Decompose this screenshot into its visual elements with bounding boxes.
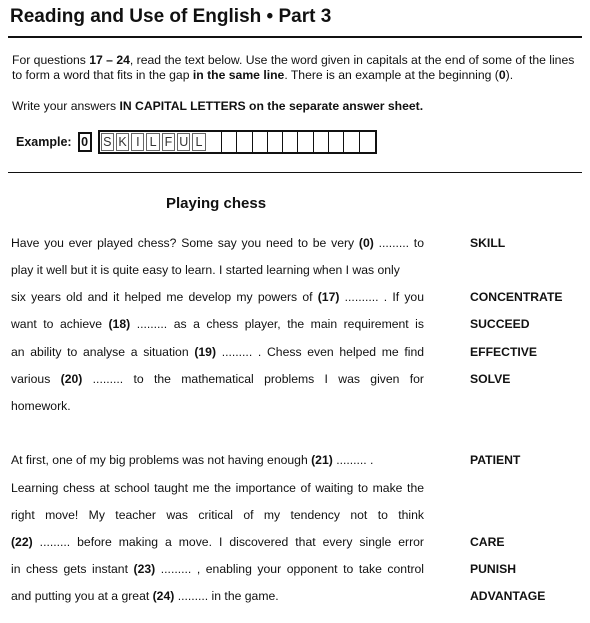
answer-cell <box>268 132 283 152</box>
gap-number: (24) <box>152 589 175 603</box>
text-line <box>11 562 424 576</box>
text-segment: six years old and it helped me develop my powers of <box>11 290 318 304</box>
gap-number: (20) <box>60 372 83 386</box>
text-segment: .......... . If you <box>339 290 424 304</box>
text-segment: ......... . <box>332 453 374 467</box>
text-segment: various <box>11 372 61 386</box>
stem-word: SKILL <box>470 236 506 250</box>
answer-cell <box>283 132 298 152</box>
text-line <box>11 508 424 522</box>
text-line <box>11 481 424 495</box>
answer-cell: L <box>192 133 205 151</box>
text-segment: ......... to <box>373 236 424 250</box>
text-segment: ......... , enabling your opponent to take control <box>155 562 425 576</box>
section-divider <box>8 172 582 173</box>
stem-word: SOLVE <box>470 372 511 386</box>
text-line <box>11 345 424 359</box>
text-segment: play it well but it is quite easy to learn. I started learning when I was only <box>11 263 400 277</box>
text-line <box>11 589 424 603</box>
answer-cell: K <box>116 133 129 151</box>
stem-word: CARE <box>470 535 505 549</box>
text-segment: in chess gets instant <box>11 562 134 576</box>
answer-cell <box>222 132 237 152</box>
text-segment: ......... in the game. <box>174 589 279 603</box>
answer-cell <box>329 132 344 152</box>
example-number-box: 0 <box>78 132 92 152</box>
write-bold: IN CAPITAL LETTERS on the separate answer sheet. <box>119 99 424 113</box>
gap-number: (19) <box>194 345 217 359</box>
text-segment: ......... before making a move. I discovered that every single error <box>32 535 424 549</box>
gap-number: (21) <box>311 453 333 467</box>
instr-end: ). <box>505 68 514 82</box>
stem-word: ADVANTAGE <box>470 589 546 603</box>
gap-number: (18) <box>108 317 131 331</box>
stem-word: EFFECTIVE <box>470 345 538 359</box>
text-line <box>11 236 424 250</box>
instr-zero: 0 <box>498 68 506 82</box>
text-segment: want to achieve <box>11 317 109 331</box>
stem-word: SUCCEED <box>470 317 530 331</box>
text-segment: homework. <box>11 399 71 413</box>
example-answer-grid <box>98 130 377 154</box>
write-prefix: Write your answers <box>12 99 120 113</box>
stem-word: CONCENTRATE <box>470 290 563 304</box>
instr-mid: , read the text below. Use the word given in capitals at the end of some of the lines to form a word that fits in the gap <box>12 53 575 82</box>
answer-cell: S <box>101 133 114 151</box>
answer-cell: L <box>146 133 159 151</box>
answer-cell <box>253 132 268 152</box>
text-line <box>11 453 424 467</box>
instr-question-range: 17 – 24 <box>89 53 130 67</box>
text-segment: right move! My teacher was critical of my tendency not to think <box>11 508 424 522</box>
gap-number: (0) <box>358 236 374 250</box>
text-line <box>11 535 424 549</box>
gap-number: (23) <box>133 562 156 576</box>
answer-cell <box>237 132 252 152</box>
answer-cell <box>298 132 313 152</box>
text-line <box>11 399 424 413</box>
text-segment: At first, one of my big problems was not having enough <box>11 453 312 467</box>
write-instructions <box>12 99 580 113</box>
example-label: Example: <box>16 135 72 149</box>
text-line <box>11 290 424 304</box>
text-line <box>11 317 424 331</box>
text-line <box>11 372 424 386</box>
answer-cell: U <box>177 133 190 151</box>
gap-number: (17) <box>317 290 340 304</box>
stem-word: PATIENT <box>470 453 521 467</box>
instructions-paragraph <box>12 53 580 83</box>
stem-word: PUNISH <box>470 562 517 576</box>
instr-mid2: . There is an example at the beginning ( <box>284 68 499 82</box>
answer-cell: F <box>162 133 175 151</box>
instr-prefix: For questions <box>12 53 90 67</box>
text-segment: Learning chess at school taught me the importance of waiting to make the <box>11 481 424 495</box>
text-segment: and putting you at a great <box>11 589 153 603</box>
text-segment: an ability to analyse a situation <box>11 345 195 359</box>
text-title: Playing chess <box>166 195 267 212</box>
answer-cell <box>314 132 329 152</box>
answer-cell <box>360 132 375 152</box>
answer-cell <box>207 132 222 152</box>
example-row <box>16 130 377 154</box>
text-line <box>11 263 424 277</box>
answer-cell: I <box>131 133 144 151</box>
title-divider <box>8 36 582 38</box>
text-segment: ......... to the mathematical problems I was given for <box>82 372 424 386</box>
page-title: Reading and Use of English • Part 3 <box>10 6 332 27</box>
gap-number: (22) <box>11 535 33 549</box>
instr-same-line: in the same line <box>192 68 285 82</box>
text-segment: Have you ever played chess? Some say you need to be very <box>11 236 359 250</box>
text-segment: ......... as a chess player, the main requirement is <box>130 317 424 331</box>
answer-cell <box>344 132 359 152</box>
text-segment: ......... . Chess even helped me find <box>216 345 424 359</box>
